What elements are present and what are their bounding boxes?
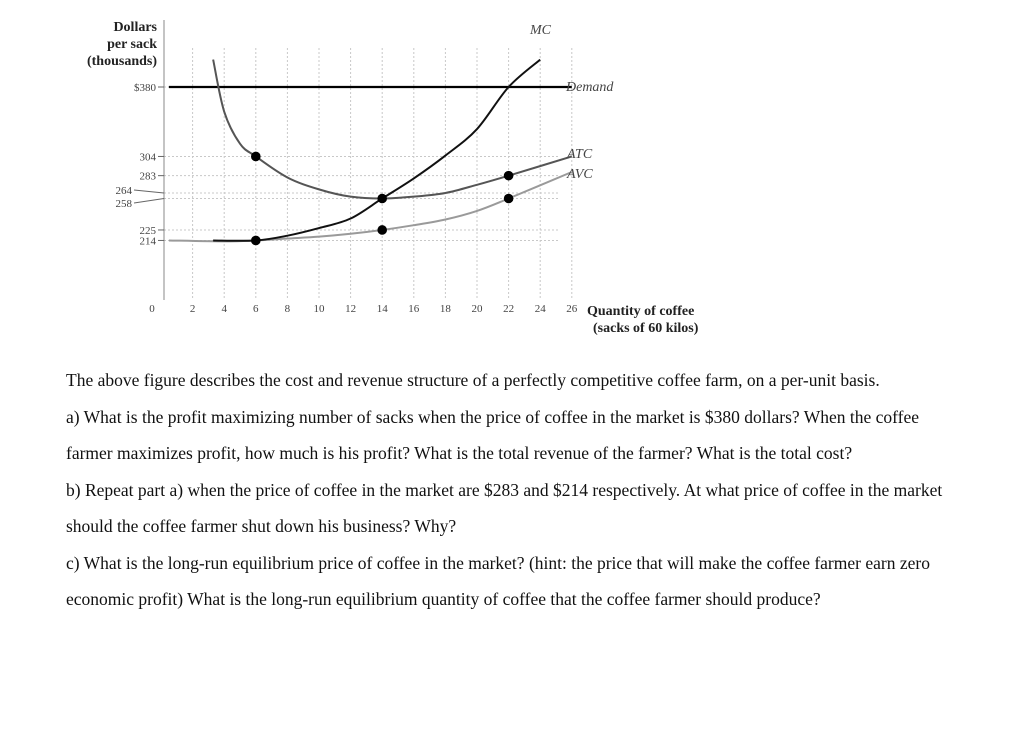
- y-axis-label-line: per sack: [107, 37, 157, 52]
- x-tick-label: 22: [503, 303, 515, 315]
- question-part-c: c) What is the long-run equilibrium price of coffee in the market? (hint: the price that will make the coffee farmer earn zero economic profit) What is the long-run equilibrium quantity of coffee that the coffee farmer should produce?: [66, 552, 930, 609]
- x-tick-label: 10: [313, 303, 325, 315]
- x-tick-label: 24: [534, 303, 546, 315]
- label-demand: Demand: [566, 80, 614, 95]
- x-axis-label-line: Quantity of coffee: [587, 304, 695, 319]
- question-text: [66, 362, 946, 618]
- question-part-a: a) What is the profit maximizing number of sacks when the price of coffee in the market is $380 dollars? When the coffee farmer maximizes profit, how much is his profit? What is the total revenue of the farmer? What is the total cost?: [66, 406, 920, 463]
- y-tick-label: 304: [139, 151, 156, 164]
- data-point: [504, 194, 514, 204]
- x-tick-label: 4: [221, 303, 227, 315]
- y-tick-label: 225: [139, 224, 156, 237]
- y-tick-label: 258: [115, 198, 132, 210]
- x-origin-label: 0: [149, 303, 155, 315]
- question-part-b: b) Repeat part a) when the price of coffee in the market are $283 and $214 respectively. At what price of coffee in the market should the coffee farmer shut down his business? Why?: [66, 479, 943, 536]
- label-mc: MC: [530, 23, 551, 38]
- x-tick-label: 8: [284, 303, 291, 315]
- label-atc: ATC: [567, 147, 593, 162]
- curves: [169, 60, 572, 242]
- data-point: [251, 152, 261, 162]
- y-ticks: [116, 82, 165, 247]
- label-avc: AVC: [567, 167, 593, 182]
- x-axis-label: [587, 304, 699, 336]
- cost-curves-chart: [0, 0, 1024, 345]
- x-tick-label: 2: [189, 303, 196, 315]
- curve-atc: [213, 60, 572, 199]
- data-point: [377, 194, 387, 204]
- y-axis-label: [87, 20, 158, 69]
- x-axis-label-line: (sacks of 60 kilos): [593, 321, 699, 336]
- y-tick-label: $380: [134, 82, 156, 94]
- y-axis-label-line: (thousands): [86, 54, 157, 69]
- x-tick-label: 26: [566, 303, 578, 315]
- x-tick-label: 6: [253, 303, 259, 315]
- x-tick-label: 20: [471, 303, 483, 315]
- question-intro: The above figure describes the cost and revenue structure of a perfectly competitive coffee farm, on a per-unit basis.: [66, 370, 880, 390]
- data-point: [504, 171, 514, 181]
- data-point: [251, 236, 261, 246]
- x-tick-label: 12: [345, 303, 357, 315]
- y-tick-leader: [134, 190, 164, 193]
- y-tick-leader: [134, 198, 164, 203]
- x-tick-label: 18: [439, 303, 451, 315]
- y-axis-label-line: Dollars: [113, 20, 157, 35]
- x-ticks: [149, 303, 578, 315]
- y-tick-label: 264: [115, 185, 132, 197]
- x-tick-label: 16: [408, 303, 420, 315]
- x-tick-label: 14: [376, 303, 388, 315]
- curve-labels: [529, 23, 614, 182]
- y-tick-label: 283: [139, 170, 156, 183]
- data-point: [377, 225, 387, 235]
- y-tick-label: 214: [139, 235, 156, 248]
